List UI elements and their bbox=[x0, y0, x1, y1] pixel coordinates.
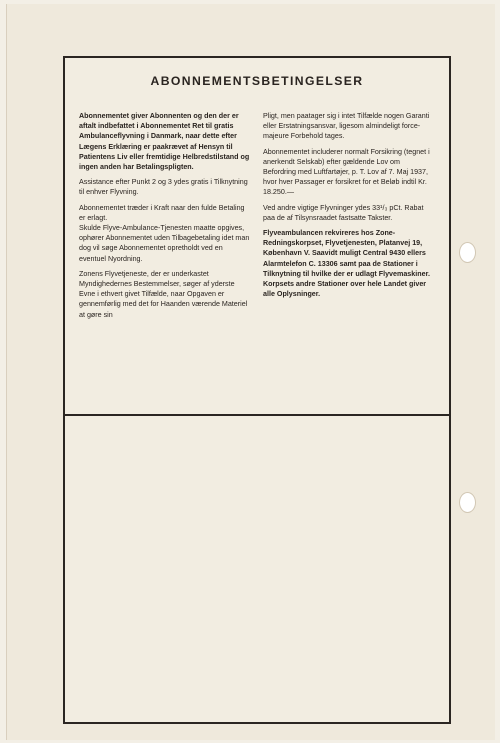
paragraph: Pligt, men paatager sig i intet Tilfælde nogen Garanti eller Erstatningsansvar, ligesom almindeligt force-majeure Forbehold tages. bbox=[263, 112, 430, 141]
document-title: ABONNEMENTSBETINGELSER bbox=[150, 74, 364, 88]
left-column bbox=[79, 111, 250, 325]
paper-sheet bbox=[6, 4, 495, 740]
paragraph: Flyveambulancen rekvireres hos Zone-Redningskorpset, Flyvetjenesten, Platanvej 19, København V. Saavidt muligt Central 9430 ellers Alarmtelefon C. 13306 samt paa de Stationer i Tilknytning til hvilke der er udlagt Flyvemaskiner. bbox=[263, 229, 430, 278]
paragraph: Skulde Flyve-Ambulance-Tjenesten maatte opgives, ophører Abonnementet uden Tilbagebetaling idet man dog vil søge Abonnementet opretholdt ved en eventuel Nyordning. bbox=[79, 224, 250, 263]
paragraph: Zonens Flyvetjeneste, der er underkastet Myndighedernes Bestemmelser, søger af yderste Evne i ethvert givet Tilfælde, naar Opgaven er gennemførlig med det for Haanden værende Materiel at gøre sin bbox=[79, 269, 248, 319]
right-column bbox=[263, 111, 434, 304]
paragraph: Abonnementet giver Abonnenten og den der er aftalt indbefattet i Abonnementet Ret til gratis Ambulanceflyvning i Danmark, naar dette efter Lægens Erklæring er paakrævet af Hensyn til Patientens Liv eller fremtidige Helbredstilstand og ingen anden har Betalingspligten. bbox=[79, 112, 250, 172]
section-divider bbox=[65, 414, 449, 416]
paragraph: Abonnementet includerer normalt Forsikring (tegnet i anerkendt Selskab) efter gældende Lov om Befordring med Luftfartøjer, p. T. Lov af 7. Maj 1937, hvor hver Passager er forsikret for et Beløb indtil Kr. 18.250.— bbox=[263, 147, 430, 197]
punch-hole-top bbox=[459, 242, 476, 263]
document-frame bbox=[63, 56, 451, 724]
paragraph: Abonnementet træder i Kraft naar den fulde Betaling er erlagt. bbox=[79, 203, 245, 222]
paragraph: Ved andre vigtige Flyvninger ydes 33¹/₃ pCt. Rabat paa de af Tilsynsraadet fastsatte Takster. bbox=[263, 203, 424, 222]
punch-hole-bottom bbox=[459, 492, 476, 513]
paragraph: Assistance efter Punkt 2 og 3 ydes gratis i Tilknytning til enhver Flyvning. bbox=[79, 178, 248, 197]
paragraph: Korpsets andre Stationer over hele Landet giver alle Oplysninger. bbox=[263, 280, 427, 299]
